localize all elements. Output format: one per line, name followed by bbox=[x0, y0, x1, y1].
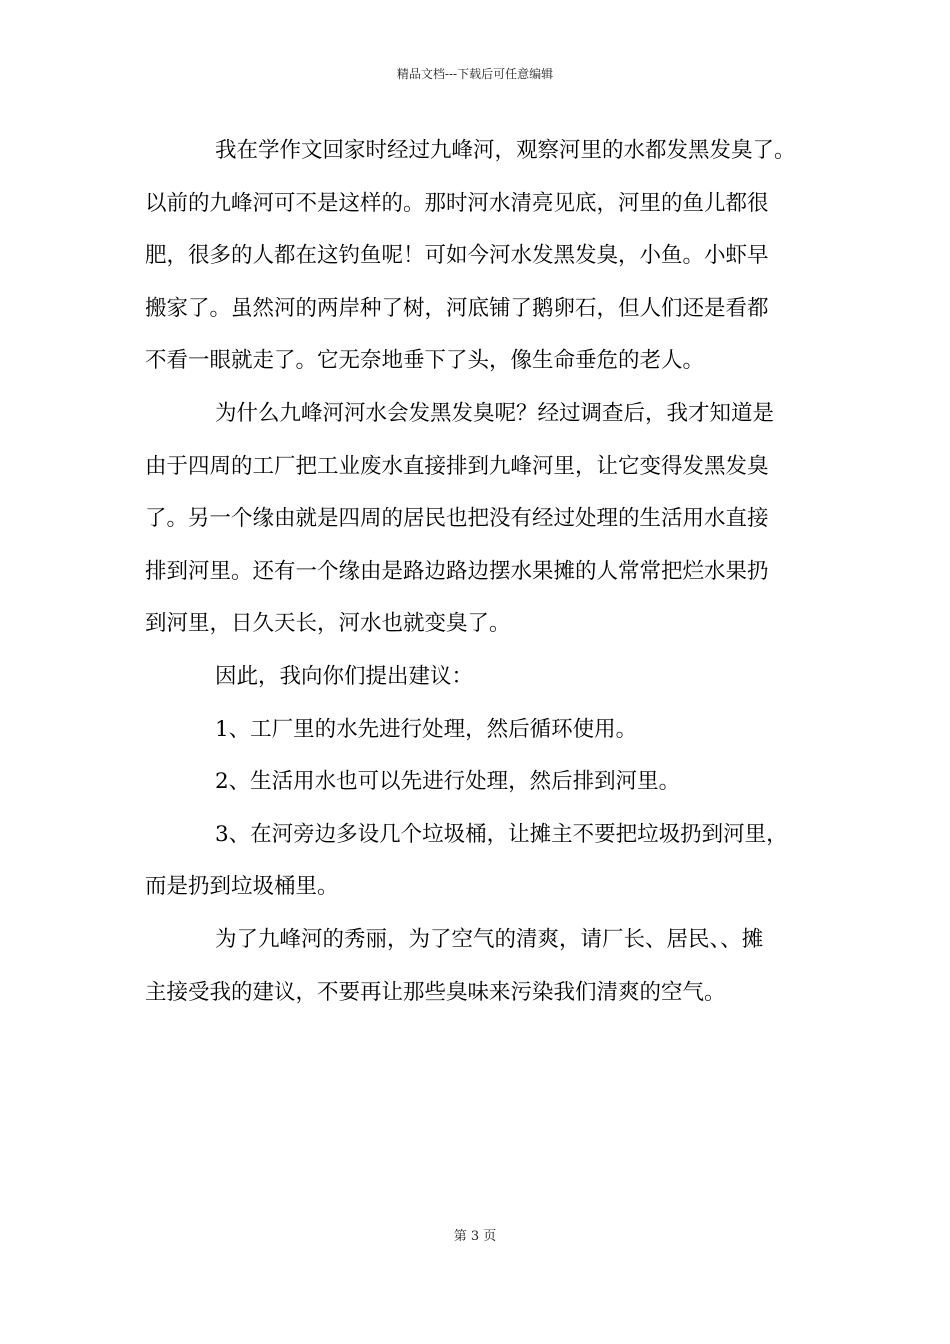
text-line: 搬家了。虽然河的两岸种了树，河底铺了鹅卵石，但人们还是看都 bbox=[145, 295, 769, 321]
paragraph-conclusion bbox=[145, 920, 809, 1025]
page-header: 精品文档---下载后可任意编辑 bbox=[396, 67, 554, 81]
text-line: 因此，我向你们提出建议： bbox=[215, 663, 474, 689]
text-line: 排到河里。还有一个缘由是路边路边摆水果摊的人常常把烂水果扔 bbox=[145, 558, 769, 584]
paragraph-proposal-intro bbox=[145, 657, 809, 710]
text-line: 肥，很多的人都在这钓鱼呢！可如今河水发黑发臭，小鱼。小虾早 bbox=[145, 243, 769, 269]
text-line: 以前的九峰河可不是这样的。那时河水清亮见底，河里的鱼儿都很 bbox=[145, 190, 769, 216]
text-line: 到河里，日久天长，河水也就变臭了。 bbox=[145, 611, 511, 637]
text-line: 了。另一个缘由就是四周的居民也把没有经过处理的生活用水直接 bbox=[145, 506, 769, 532]
text-line: 而是扔到垃圾桶里。 bbox=[145, 874, 339, 900]
page-number: 第 3 页 bbox=[453, 1229, 497, 1244]
suggestion-item-3 bbox=[145, 815, 809, 920]
suggestion-item-1 bbox=[145, 710, 809, 763]
document-body bbox=[145, 131, 809, 1025]
text-line: 我在学作文回家时经过九峰河，观察河里的水都发黑发臭了。 bbox=[215, 138, 796, 163]
text-line: 不看一眼就走了。它无奈地垂下了头，像生命垂危的老人。 bbox=[145, 348, 705, 374]
suggestion-item-2 bbox=[145, 762, 809, 815]
text-line: 由于四周的工厂把工业废水直接排到九峰河里，让它变得发黑发臭 bbox=[145, 453, 769, 479]
paragraph-observation bbox=[145, 131, 809, 394]
text-line: 2、生活用水也可以先进行处理，然后排到河里。 bbox=[215, 769, 681, 795]
text-line: 主接受我的建议，不要再让那些臭味来污染我们清爽的空气。 bbox=[145, 979, 726, 1005]
paragraph-causes bbox=[145, 394, 809, 657]
text-line: 3、在河旁边多设几个垃圾桶，让摊主不要把垃圾扔到河里， bbox=[215, 821, 788, 847]
text-line: 1、工厂里的水先进行处理，然后循环使用。 bbox=[215, 716, 638, 742]
text-line: 为什么九峰河河水会发黑发臭呢？经过调查后，我才知道是 bbox=[215, 400, 775, 426]
text-line: 为了九峰河的秀丽，为了空气的清爽，请厂长、居民、、摊 bbox=[215, 926, 764, 952]
